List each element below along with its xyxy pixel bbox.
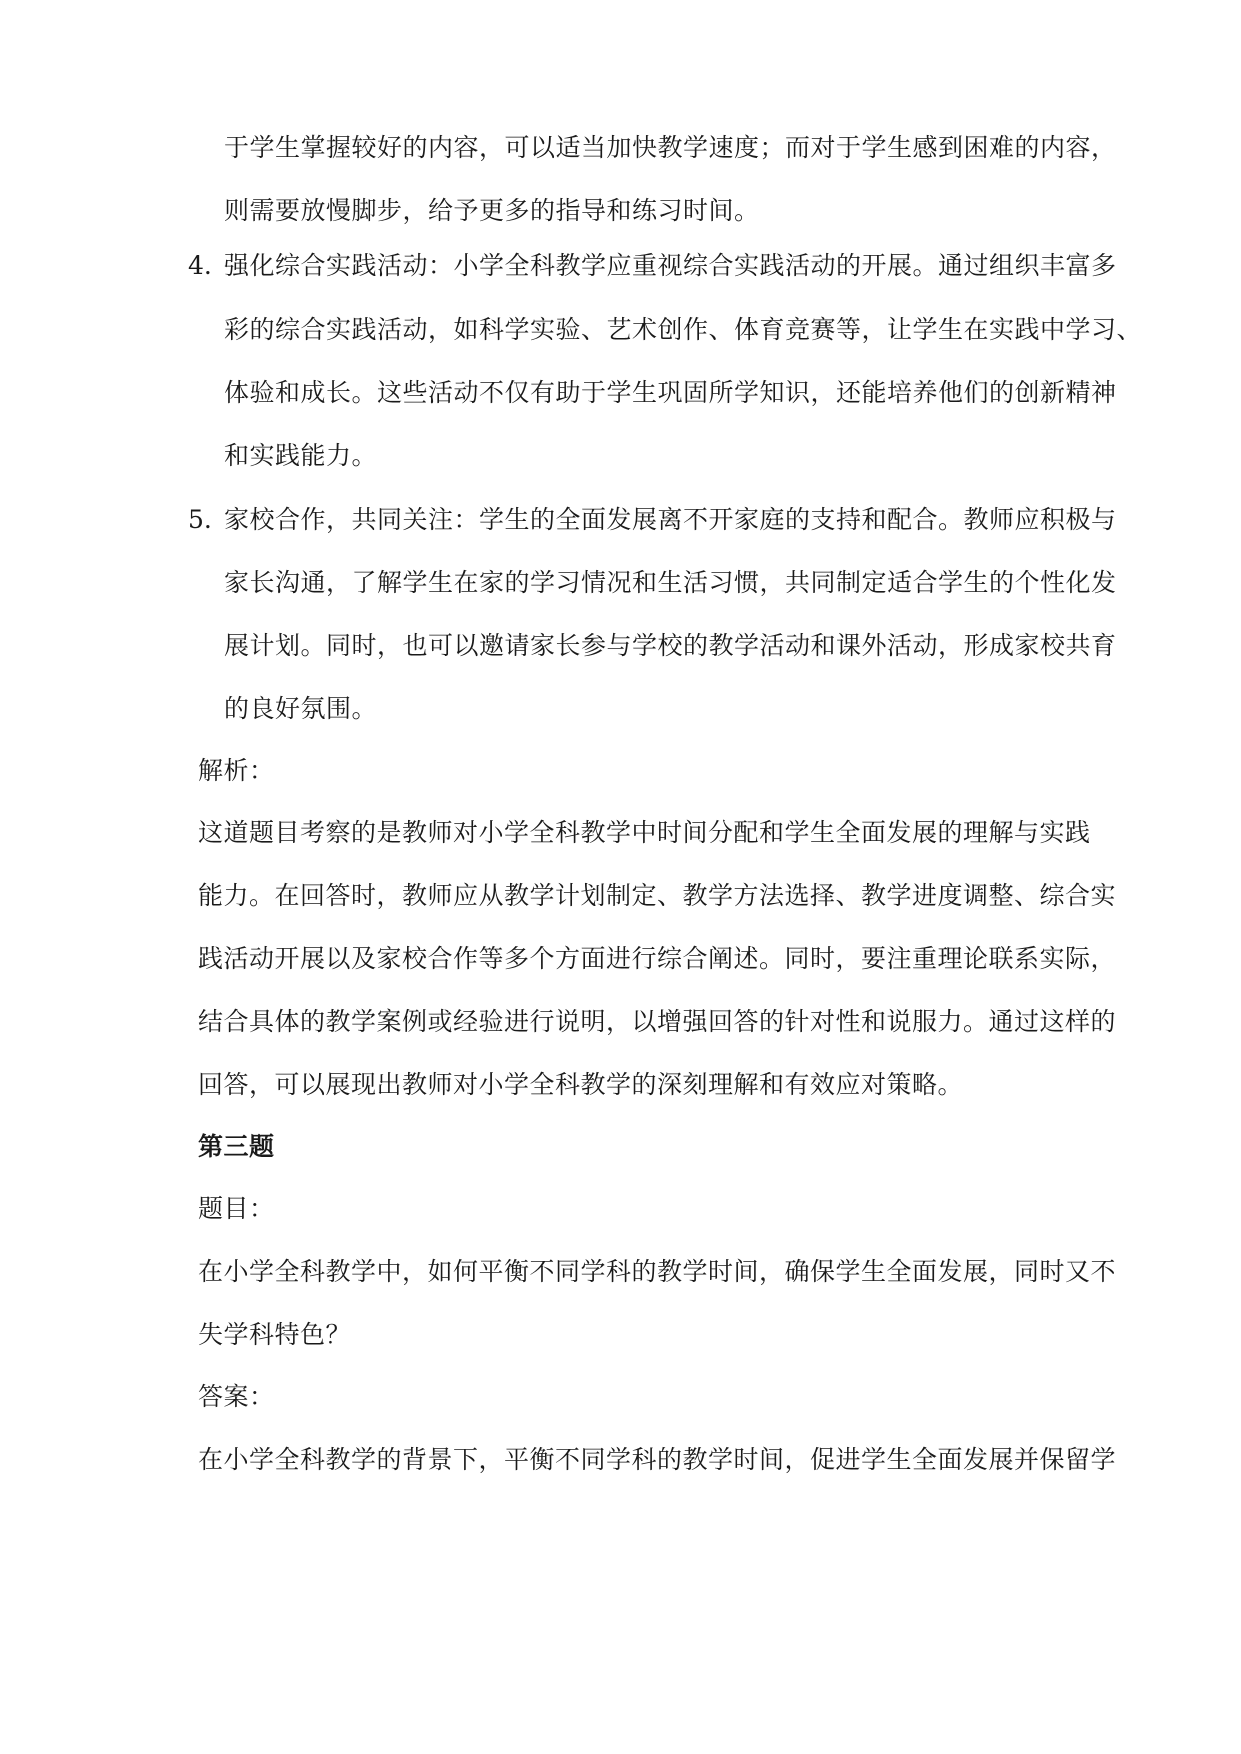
analysis-line: 回答，可以展现出教师对小学全科教学的深刻理解和有效应对策略。 (198, 1070, 964, 1099)
answer-label: 答案： (198, 1382, 275, 1411)
analysis-line: 这道题目考察的是教师对小学全科教学中时间分配和学生全面发展的理解与实践 (198, 818, 1091, 847)
list-item-line: 彩的综合实践活动，如科学实验、艺术创作、体育竞赛等，让学生在实践中学习、 (224, 315, 1143, 344)
list-item-line: 强化综合实践活动：小学全科教学应重视综合实践活动的开展。通过组织丰富多 (224, 251, 1117, 280)
list-item-line: 展计划。同时，也可以邀请家长参与学校的教学活动和课外活动，形成家校共育 (224, 631, 1117, 660)
paragraph-line: 则需要放慢脚步，给予更多的指导和练习时间。 (224, 196, 760, 225)
question-line: 失学科特色？ (198, 1320, 352, 1349)
analysis-line: 能力。在回答时，教师应从教学计划制定、教学方法选择、教学进度调整、综合实 (198, 881, 1117, 910)
question-line: 在小学全科教学中，如何平衡不同学科的教学时间，确保学生全面发展，同时又不 (198, 1257, 1117, 1286)
list-item-line: 的良好氛围。 (224, 694, 378, 723)
list-item-line: 家校合作，共同关注：学生的全面发展离不开家庭的支持和配合。教师应积极与 (224, 505, 1117, 534)
list-number: 4. (188, 251, 212, 280)
analysis-line: 结合具体的教学案例或经验进行说明，以增强回答的针对性和说服力。通过这样的 (198, 1007, 1117, 1036)
answer-line: 在小学全科教学的背景下，平衡不同学科的教学时间，促进学生全面发展并保留学 (198, 1445, 1117, 1474)
analysis-label: 解析： (198, 756, 275, 785)
paragraph-line: 于学生掌握较好的内容，可以适当加快教学速度；而对于学生感到困难的内容， (224, 133, 1117, 162)
list-item-line: 家长沟通，了解学生在家的学习情况和生活习惯，共同制定适合学生的个性化发 (224, 568, 1117, 597)
list-item-line: 体验和成长。这些活动不仅有助于学生巩固所学知识，还能培养他们的创新精神 (224, 378, 1117, 407)
question-label: 题目： (198, 1194, 275, 1223)
list-number: 5. (188, 505, 212, 534)
analysis-line: 践活动开展以及家校合作等多个方面进行综合阐述。同时，要注重理论联系实际， (198, 944, 1117, 973)
section-heading: 第三题 (198, 1132, 275, 1161)
list-item-line: 和实践能力。 (224, 441, 378, 470)
